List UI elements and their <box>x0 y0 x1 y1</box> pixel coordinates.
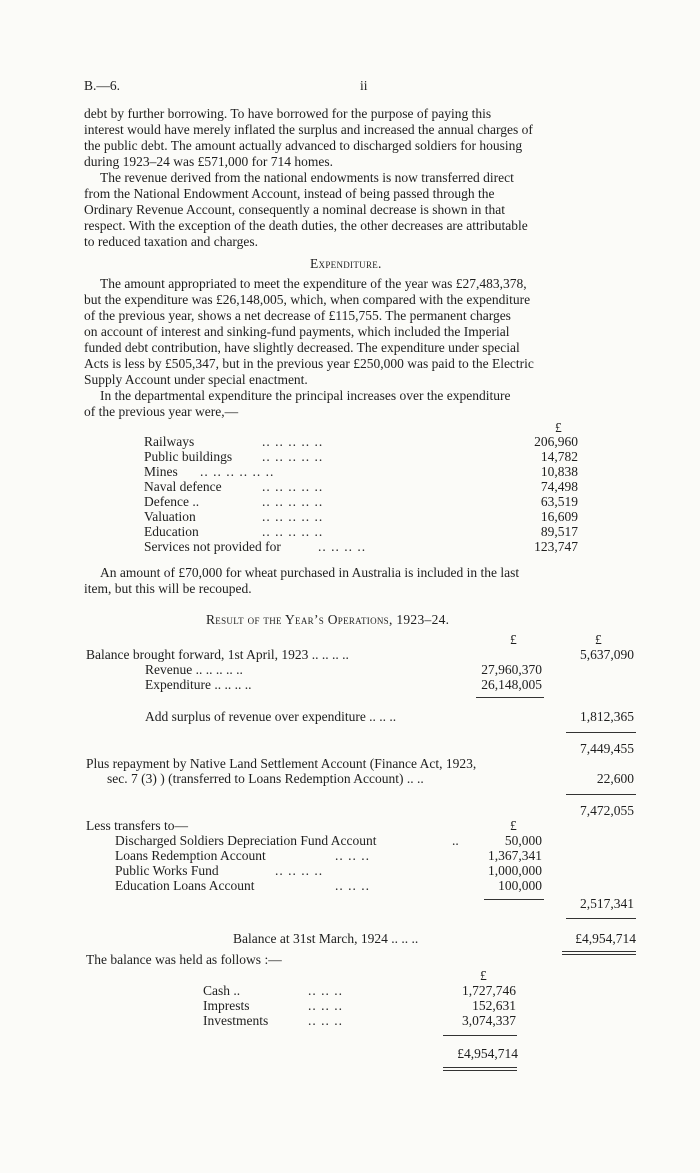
double-rule <box>562 951 636 952</box>
item-leader: .. .. .. .. .. <box>262 524 324 539</box>
item-label: Mines <box>144 464 178 479</box>
transfer-leader: .. <box>452 833 459 848</box>
divider <box>566 794 636 795</box>
item-leader: .. .. .. .. .. <box>262 434 324 449</box>
transfer-label: Discharged Soldiers Depreciation Fund Account <box>115 833 377 848</box>
item-leader: .. .. .. .. <box>318 539 367 554</box>
balance-brought-forward-value: 5,637,090 <box>580 647 634 662</box>
item-label: Railways <box>144 434 195 449</box>
double-rule <box>443 1067 517 1068</box>
expenditure-line: funded debt contribution, have slightly decreased. The expenditure under special <box>84 340 520 355</box>
double-rule <box>562 954 636 955</box>
holding-leader: .. .. .. <box>308 998 343 1013</box>
transfer-leader: .. .. .. <box>335 878 370 893</box>
balance-brought-forward-label: Balance brought forward, 1st April, 1923 .. .. .. .. <box>86 647 349 662</box>
transfer-leader: .. .. .. .. <box>275 863 324 878</box>
expenditure-line: Acts is less by £505,347, but in the previous year £250,000 was paid to the Electric <box>84 356 534 371</box>
expenditure-line: of the previous year, shows a net decrease of £115,755. The permanent charges <box>84 308 511 323</box>
transfer-leader: .. .. .. <box>335 848 370 863</box>
expenditure-line: of the previous year were,— <box>84 404 239 419</box>
currency-header: £ <box>555 420 562 435</box>
divider <box>476 697 544 698</box>
note-line: An amount of £70,000 for wheat purchased in Australia is included in the last <box>100 565 520 580</box>
item-value: 89,517 <box>540 524 578 539</box>
plus-repayment-line: Plus repayment by Native Land Settlement Account (Finance Act, 1923, <box>86 756 477 771</box>
less-transfers-label: Less transfers to— <box>86 818 188 833</box>
closing-balance-value: £4,954,714 <box>575 931 636 946</box>
divider <box>484 899 544 900</box>
transfer-value: 1,000,000 <box>488 863 542 878</box>
currency-header: £ <box>480 968 487 983</box>
note-line: item, but this will be recouped. <box>84 581 252 596</box>
item-value: 10,838 <box>540 464 578 479</box>
item-value: 74,498 <box>540 479 578 494</box>
item-label: Naval defence <box>144 479 222 494</box>
paragraph-line: from the National Endowment Account, instead of being passed through the <box>84 186 495 201</box>
divider <box>443 1035 517 1036</box>
item-label: Education <box>144 524 199 539</box>
closing-balance-label: Balance at 31st March, 1924 .. .. .. <box>233 931 419 946</box>
paragraph-line: interest would have merely inflated the surplus and increased the annual charges of <box>84 122 533 137</box>
transfer-value: 100,000 <box>498 878 542 893</box>
double-rule <box>443 1070 517 1071</box>
subtotal-value: 7,449,455 <box>580 741 634 756</box>
holding-value: 152,631 <box>472 998 516 1013</box>
expenditure-line: on account of interest and sinking-fund payments, which included the Imperial <box>84 324 510 339</box>
currency-header: £ <box>595 632 602 647</box>
item-value: 63,519 <box>540 494 578 509</box>
item-value: 14,782 <box>540 449 578 464</box>
item-leader: .. .. .. .. .. <box>262 494 324 509</box>
divider <box>566 732 636 733</box>
currency-header: £ <box>510 632 517 647</box>
holding-value: 1,727,746 <box>462 983 516 998</box>
item-label: Services not provided for <box>144 539 281 554</box>
holding-leader: .. .. .. <box>308 983 343 998</box>
transfer-label: Public Works Fund <box>115 863 219 878</box>
paragraph-line: during 1923–24 was £571,000 for 714 homes. <box>84 154 333 169</box>
plus-repayment-line: sec. 7 (3) ) (transferred to Loans Redemption Account) .. .. <box>107 771 424 786</box>
expenditure-line: In the departmental expenditure the principal increases over the expenditure <box>100 388 511 403</box>
item-label: Public buildings <box>144 449 233 464</box>
expenditure-line: Supply Account under special enactment. <box>84 372 308 387</box>
paragraph-line: The revenue derived from the national endowments is now transferred direct <box>100 170 514 185</box>
item-leader: .. .. .. .. .. <box>262 509 324 524</box>
item-leader: .. .. .. .. .. .. <box>200 464 275 479</box>
item-value: 123,747 <box>534 539 578 554</box>
revenue-label: Revenue .. .. .. .. .. <box>145 662 243 677</box>
document-reference: B.—6. <box>84 78 121 93</box>
holdings-total-value: £4,954,714 <box>457 1046 518 1061</box>
transfer-value: 1,367,341 <box>488 848 542 863</box>
paragraph-line: respect. With the exception of the death duties, the other decreases are attributable <box>84 218 528 233</box>
subtotal-value: 7,472,055 <box>580 803 634 818</box>
holding-value: 3,074,337 <box>462 1013 516 1028</box>
currency-header: £ <box>510 818 517 833</box>
surplus-value: 1,812,365 <box>580 709 634 724</box>
plus-repayment-value: 22,600 <box>596 771 634 786</box>
result-heading: Result of the Year’s Operations, 1923–24. <box>206 612 450 627</box>
holding-label: Investments <box>203 1013 269 1028</box>
holding-label: Imprests <box>203 998 250 1013</box>
transfers-total-value: 2,517,341 <box>580 896 634 911</box>
transfer-value: 50,000 <box>504 833 542 848</box>
item-value: 16,609 <box>540 509 578 524</box>
expenditure-label: Expenditure .. .. .. .. <box>145 677 252 692</box>
item-label: Defence .. <box>144 494 200 509</box>
holding-label: Cash .. <box>203 983 241 998</box>
paragraph-line: Ordinary Revenue Account, consequently a nominal decrease is shown in that <box>84 202 506 217</box>
item-value: 206,960 <box>534 434 578 449</box>
divider <box>566 918 636 919</box>
item-leader: .. .. .. .. .. <box>262 449 324 464</box>
transfer-label: Loans Redemption Account <box>115 848 266 863</box>
revenue-value: 27,960,370 <box>481 662 542 677</box>
paragraph-line: the public debt. The amount actually advanced to discharged soldiers for housing <box>84 138 523 153</box>
paragraph-line: debt by further borrowing. To have borrowed for the purpose of paying this <box>84 106 492 121</box>
expenditure-line: The amount appropriated to meet the expenditure of the year was £27,483,378, <box>100 276 527 291</box>
holding-leader: .. .. .. <box>308 1013 343 1028</box>
item-label: Valuation <box>144 509 196 524</box>
paragraph-line: to reduced taxation and charges. <box>84 234 259 249</box>
page-number: ii <box>360 78 368 93</box>
transfer-label: Education Loans Account <box>115 878 255 893</box>
item-leader: .. .. .. .. .. <box>262 479 324 494</box>
expenditure-heading: Expenditure. <box>310 256 382 271</box>
surplus-label: Add surplus of revenue over expenditure .. .. .. <box>145 709 397 724</box>
balance-held-label: The balance was held as follows :— <box>86 952 282 967</box>
expenditure-line: but the expenditure was £26,148,005, which, when compared with the expenditure <box>84 292 531 307</box>
expenditure-value: 26,148,005 <box>481 677 542 692</box>
